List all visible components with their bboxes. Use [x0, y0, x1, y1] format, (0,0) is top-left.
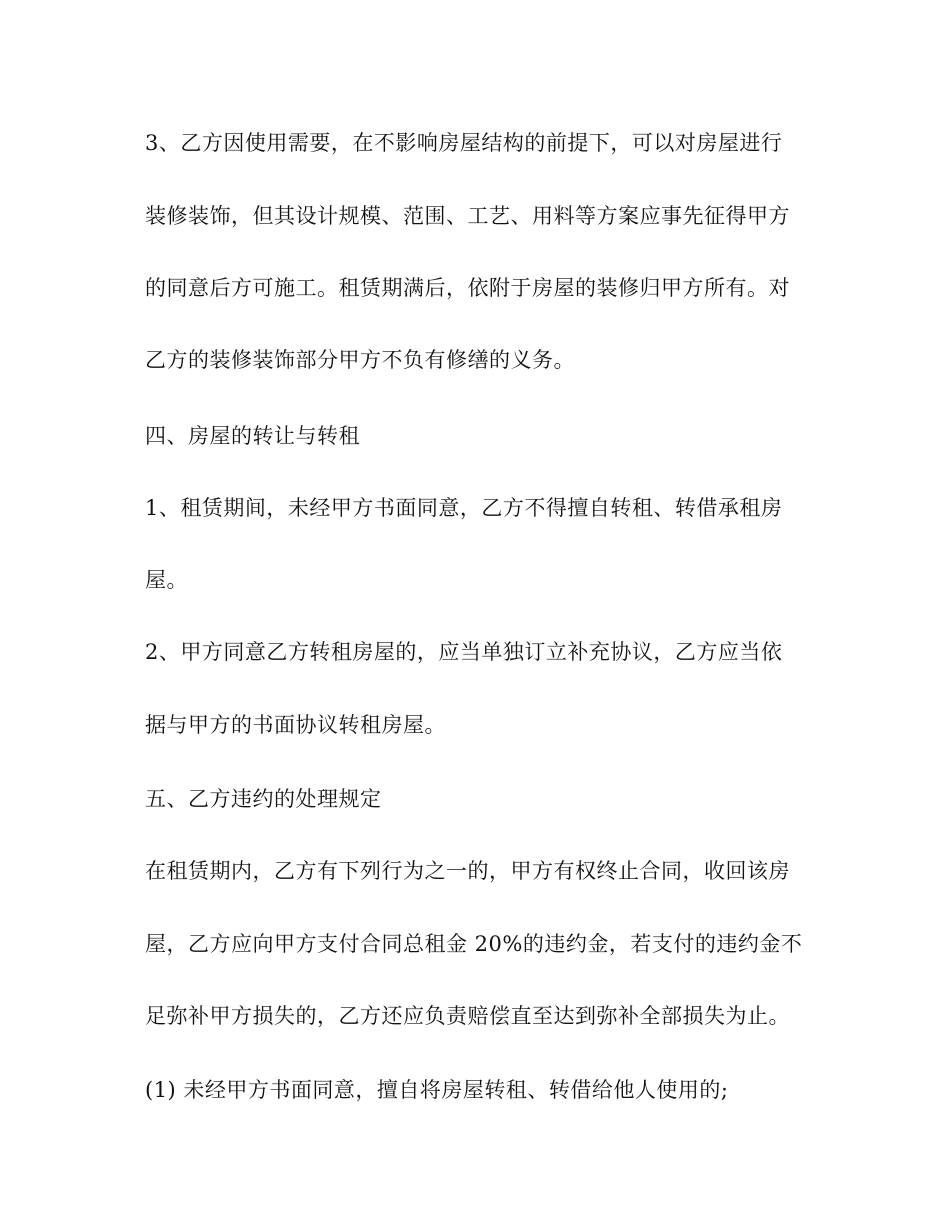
paragraph-line: 乙方的装修装饰部分甲方不负有修缮的义务。 — [145, 348, 575, 372]
paragraph-line: 装修装饰，但其设计规模、范围、工艺、用料等方案应事先征得甲方 — [145, 204, 790, 228]
paragraph-line: 2、甲方同意乙方转租房屋的，应当单独订立补充协议，乙方应当依 — [145, 640, 783, 664]
list-item: (1) 未经甲方书面同意，擅自将房屋转租、转借给他人使用的; — [145, 1078, 729, 1102]
paragraph-line: 屋，乙方应向甲方支付合同总租金 20%的违约金，若支付的违约金不 — [145, 932, 803, 956]
section-heading: 五、乙方违约的处理规定 — [145, 787, 382, 811]
paragraph-line: 在租赁期内，乙方有下列行为之一的，甲方有权终止合同，收回该房 — [145, 859, 790, 883]
paragraph-line: 1、租赁期间，未经甲方书面同意，乙方不得擅自转租、转借承租房 — [145, 496, 783, 520]
paragraph-line: 的同意后方可施工。租赁期满后，依附于房屋的装修归甲方所有。对 — [145, 276, 790, 300]
section-heading: 四、房屋的转让与转租 — [145, 424, 360, 448]
paragraph-line: 屋。 — [145, 568, 188, 592]
paragraph-line: 足弥补甲方损失的，乙方还应负责赔偿直至达到弥补全部损失为止。 — [145, 1004, 790, 1028]
paragraph-line: 3、乙方因使用需要，在不影响房屋结构的前提下，可以对房屋进行 — [145, 131, 783, 155]
paragraph-line: 据与甲方的书面协议转租房屋。 — [145, 713, 446, 737]
